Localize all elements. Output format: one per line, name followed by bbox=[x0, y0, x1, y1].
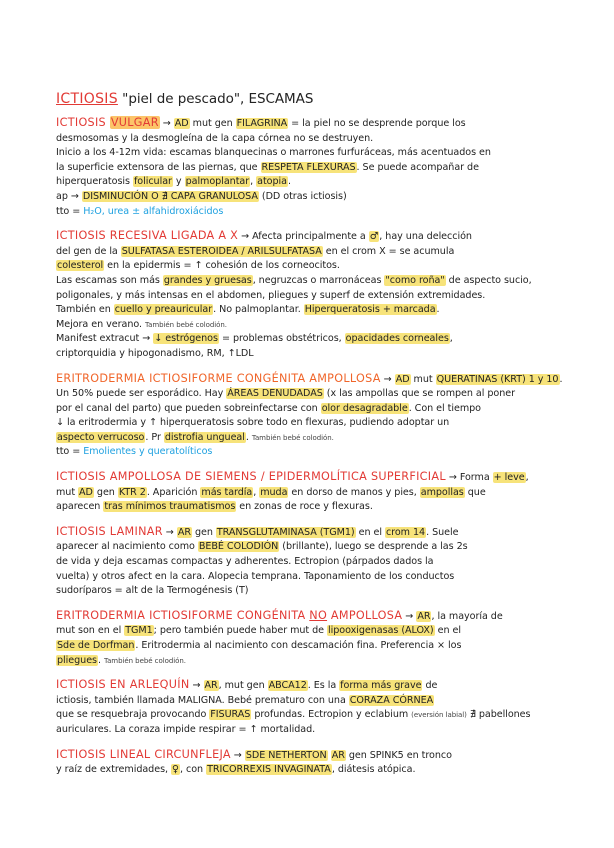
text-fragment: TRANSGLUTAMINASA (TGM1) bbox=[216, 526, 355, 538]
text-line bbox=[56, 318, 586, 333]
text-fragment: También bebé colodión. bbox=[145, 320, 227, 329]
text-fragment: gen bbox=[93, 486, 118, 498]
text-fragment: = la piel no se desprende porque los bbox=[288, 118, 466, 129]
text-fragment: lipooxigenasas (ALOX) bbox=[328, 625, 434, 637]
text-line bbox=[56, 205, 586, 220]
text-fragment: (eversión labial) bbox=[411, 711, 467, 720]
text-fragment: mut son en el bbox=[56, 625, 125, 637]
text-line: desmosomas y la desmogleína de la capa córnea no se destruyen. bbox=[56, 132, 374, 144]
text-line bbox=[56, 161, 586, 176]
text-fragment: También bebé colodión. bbox=[251, 433, 334, 442]
text-line bbox=[56, 229, 586, 245]
section-arlequin bbox=[56, 678, 586, 737]
text-fragment: , negruzcas o marronáceas bbox=[252, 274, 385, 286]
text-fragment: AR bbox=[177, 526, 191, 538]
text-fragment: . bbox=[559, 373, 563, 385]
text-fragment: ∄ pabellones bbox=[469, 709, 531, 721]
text-fragment: aparecer al nacimiento como bbox=[56, 541, 198, 553]
text-fragment: de bbox=[422, 680, 438, 692]
text-fragment: → Forma bbox=[445, 472, 493, 484]
eritro-ampollosa-heading: ERITRODERMIA ICTIOSIFORME CONGÉNITA AMPOLLOSA bbox=[56, 371, 381, 385]
text-fragment: en el crom X = se acumula bbox=[322, 245, 455, 257]
text-fragment: AR bbox=[331, 749, 345, 761]
text-line: poligonales, y más intensas en el abdomen, pliegues y superf de extensión extremidades. bbox=[56, 289, 486, 301]
text-fragment: . Con el tiempo bbox=[408, 402, 481, 414]
text-fragment: → bbox=[159, 118, 174, 129]
text-fragment: AMPOLLOSA bbox=[327, 608, 403, 622]
text-line bbox=[56, 500, 586, 515]
text-fragment: , con bbox=[180, 764, 207, 776]
text-fragment: olor desagradable bbox=[321, 402, 408, 414]
section-vulgar bbox=[56, 116, 586, 219]
text-fragment: FILAGRINA bbox=[236, 118, 288, 129]
text-fragment: SULFATASA ESTEROIDEA / ARILSULFATASA bbox=[121, 245, 322, 257]
text-fragment: la superficie extensora de las piernas, que bbox=[56, 161, 261, 173]
text-fragment: . bbox=[98, 654, 104, 666]
text-fragment: que se resquebraja provocando bbox=[56, 709, 210, 721]
section-siemens bbox=[56, 470, 586, 515]
text-fragment: profundas. Ectropion y eclabium bbox=[251, 709, 412, 721]
text-fragment: ♀ bbox=[172, 764, 180, 776]
text-fragment: . Aparición bbox=[146, 486, 201, 498]
siemens-heading: ICTIOSIS AMPOLLOSA DE SIEMENS / EPIDERMOLÍTICA SUPERFICIAL bbox=[56, 470, 446, 484]
text-line bbox=[56, 763, 586, 778]
text-fragment: → bbox=[230, 749, 245, 761]
title-main: ICTIOSIS bbox=[56, 91, 118, 107]
text-fragment: DISMINUCIÓN O ∄ CAPA GRANULOSA bbox=[82, 190, 258, 202]
text-fragment: ap → bbox=[56, 190, 82, 202]
text-line: sudoríparos = alt de la Termogénesis (T) bbox=[56, 585, 249, 597]
text-fragment: (brillante), luego se desprende a las 2s bbox=[279, 541, 468, 553]
text-fragment: ICTIOSIS bbox=[56, 116, 110, 129]
text-fragment: AD bbox=[174, 118, 189, 129]
text-line bbox=[56, 372, 586, 388]
text-line: de vida y deja escamas compactas y adherentes. Ectropion (párpados dados la bbox=[56, 556, 434, 568]
text-fragment: BEBÉ COLODIÓN bbox=[198, 541, 279, 553]
text-fragment: → bbox=[402, 610, 417, 622]
text-fragment: . Pr bbox=[145, 431, 164, 443]
text-fragment: atopia bbox=[257, 176, 287, 188]
text-line bbox=[56, 402, 586, 417]
text-fragment: VULGAR bbox=[110, 116, 159, 129]
text-line bbox=[56, 540, 586, 555]
text-fragment: , hay una delección bbox=[379, 231, 472, 243]
text-fragment: También bebé colodión. bbox=[104, 656, 186, 665]
text-fragment: NO bbox=[309, 608, 328, 622]
text-line bbox=[56, 245, 586, 260]
text-fragment: . Es la bbox=[307, 680, 340, 692]
text-fragment: que bbox=[464, 486, 486, 498]
text-fragment: AD bbox=[79, 486, 93, 498]
text-fragment: H₂O, urea ± alfahidroxiácidos bbox=[83, 205, 224, 217]
page-title bbox=[56, 88, 586, 110]
text-fragment: gen bbox=[191, 526, 216, 538]
laminar-heading: ICTIOSIS LAMINAR bbox=[56, 524, 163, 538]
text-fragment: grandes y gruesas bbox=[163, 274, 252, 286]
text-fragment: TRICORREXIS INVAGINATA bbox=[207, 764, 331, 776]
text-fragment: en dorso de manos y pies, bbox=[288, 486, 420, 498]
text-fragment: . No palmoplantar. bbox=[213, 304, 304, 316]
text-fragment: en el bbox=[434, 625, 461, 637]
recesiva-heading: ICTIOSIS RECESIVA LIGADA A X bbox=[56, 229, 239, 243]
text-fragment: colesterol bbox=[57, 260, 104, 272]
text-fragment: ÁREAS DENUDADAS bbox=[227, 388, 323, 400]
text-fragment: palmoplantar bbox=[185, 176, 250, 188]
text-fragment: Hiperqueratosis + marcada bbox=[304, 304, 436, 316]
title-rest: "piel de pescado", ESCAMAS bbox=[122, 91, 314, 107]
text-fragment: ↓ estrógenos bbox=[154, 333, 218, 345]
text-line bbox=[56, 486, 586, 501]
text-fragment: en la epidermis = ↑ cohesión de los corneocitos. bbox=[104, 260, 340, 272]
text-line bbox=[56, 609, 586, 625]
text-line: ↓ la eritrodermia y ↑ hiperqueratosis sobre todo en flexuras, pudiendo adoptar un bbox=[56, 417, 450, 429]
text-line bbox=[56, 445, 586, 460]
arlequin-heading: ICTIOSIS EN ARLEQUÍN bbox=[56, 678, 190, 692]
text-fragment: → Afecta principalmente a bbox=[238, 231, 369, 243]
text-line bbox=[56, 748, 586, 764]
text-fragment: , mut gen bbox=[218, 680, 268, 692]
text-fragment: (x las ampollas que se rompen al poner bbox=[323, 388, 515, 400]
text-line: criptorquidia y hipogonadismo, RM, ↑LDL bbox=[56, 347, 254, 359]
text-fragment: AR bbox=[417, 610, 431, 622]
text-fragment: , la mayoría de bbox=[431, 610, 503, 622]
text-line bbox=[56, 190, 586, 205]
section-eritro-ampollosa bbox=[56, 372, 586, 461]
text-fragment: Manifest extracut → bbox=[56, 333, 154, 345]
section-lineal bbox=[56, 748, 586, 778]
text-fragment: en el bbox=[355, 526, 385, 538]
text-line bbox=[56, 654, 586, 669]
text-fragment: tto = bbox=[56, 205, 84, 217]
text-fragment: y raíz de extremidades, bbox=[56, 764, 172, 776]
text-fragment: AR bbox=[204, 680, 218, 692]
text-fragment: , bbox=[449, 333, 453, 345]
text-line: auriculares. La coraza impide respirar = ↑ mortalidad. bbox=[56, 723, 316, 735]
text-fragment: KTR 2 bbox=[118, 486, 146, 498]
lineal-heading: ICTIOSIS LINEAL CIRCUNFLEJA bbox=[56, 747, 231, 761]
text-fragment: forma más grave bbox=[340, 680, 422, 692]
text-fragment: mut bbox=[56, 486, 79, 498]
text-fragment: y bbox=[172, 176, 185, 188]
text-fragment: ampollas bbox=[420, 486, 464, 498]
section-laminar bbox=[56, 525, 586, 599]
text-fragment: muda bbox=[260, 486, 288, 498]
text-fragment: . bbox=[288, 176, 291, 188]
text-fragment: del gen de la bbox=[56, 245, 121, 257]
text-fragment: en zonas de roce y flexuras. bbox=[236, 501, 373, 513]
text-fragment: crom 14 bbox=[385, 526, 426, 538]
text-line bbox=[56, 259, 586, 274]
text-line: vuelta) y otros afect en la cara. Alopecia temprana. Taponamiento de los conductos bbox=[56, 570, 455, 582]
text-fragment: ERITRODERMIA ICTIOSIFORME CONGÉNITA bbox=[56, 608, 310, 622]
text-fragment: QUERATINAS (KRT) 1 y 10 bbox=[436, 373, 559, 385]
text-fragment: ictiosis, también llamada MALIGNA. Bebé prematuro con una bbox=[56, 694, 349, 706]
text-fragment: Las escamas son más bbox=[56, 274, 163, 286]
text-fragment: , bbox=[253, 486, 260, 498]
text-line bbox=[56, 525, 586, 541]
text-fragment: → bbox=[380, 373, 395, 385]
text-fragment: , bbox=[525, 472, 529, 484]
text-line bbox=[56, 708, 586, 723]
text-fragment: Emolientes y queratolíticos bbox=[83, 446, 213, 458]
text-fragment: → bbox=[162, 526, 177, 538]
text-line bbox=[56, 624, 586, 639]
text-fragment: distrofia ungueal bbox=[164, 431, 245, 443]
text-line bbox=[56, 678, 586, 694]
text-fragment: FISURAS bbox=[210, 709, 251, 721]
text-fragment: = problemas obstétricos, bbox=[218, 333, 345, 345]
text-fragment: mut bbox=[410, 373, 436, 385]
text-fragment: Sde de Dorfman bbox=[57, 640, 135, 651]
text-fragment: → bbox=[189, 680, 204, 692]
text-fragment: También en bbox=[56, 304, 114, 316]
text-fragment: de aspecto sucio, bbox=[445, 274, 532, 286]
text-line bbox=[56, 694, 586, 709]
text-fragment: . bbox=[245, 431, 252, 443]
text-fragment: aspecto verrucoso bbox=[57, 431, 145, 443]
text-line bbox=[56, 332, 586, 347]
text-line bbox=[56, 175, 586, 190]
text-fragment: más tardía bbox=[201, 486, 253, 498]
text-fragment: , diátesis atópica. bbox=[331, 764, 416, 776]
text-fragment: por el canal del parto) que pueden sobreinfectarse con bbox=[56, 402, 321, 414]
text-fragment: ♂ bbox=[369, 231, 379, 243]
text-line bbox=[56, 431, 586, 446]
text-fragment: tto = bbox=[56, 446, 84, 458]
text-fragment: . Eritrodermia al nacimiento con descamación fina. Preferencia × los bbox=[135, 640, 462, 651]
vulgar-heading bbox=[56, 116, 160, 129]
text-fragment: gen SPINK5 en tronco bbox=[345, 749, 452, 761]
text-line bbox=[56, 116, 586, 132]
eritro-no-heading bbox=[56, 609, 402, 622]
text-fragment: hiperqueratosis bbox=[56, 176, 133, 188]
text-line bbox=[56, 303, 586, 318]
text-fragment: , bbox=[250, 176, 257, 188]
text-fragment: . Se puede acompañar de bbox=[356, 161, 479, 173]
text-fragment: ABCA12 bbox=[268, 680, 307, 692]
text-line bbox=[56, 387, 586, 402]
text-line: Inicio a los 4-12m vida: escamas blanquecinas o marrones furfuráceas, más acentuados en bbox=[56, 147, 491, 159]
text-fragment: TGM1 bbox=[125, 625, 153, 637]
text-fragment: . bbox=[436, 304, 440, 316]
text-fragment: aparecen bbox=[56, 501, 104, 513]
text-fragment: Un 50% puede ser esporádico. Hay bbox=[56, 388, 227, 400]
section-recesiva bbox=[56, 229, 586, 361]
text-fragment: . Suele bbox=[426, 526, 459, 538]
text-line bbox=[56, 639, 586, 654]
text-line bbox=[56, 274, 586, 289]
text-fragment: folicular bbox=[133, 176, 172, 188]
text-fragment: + leve bbox=[493, 472, 525, 484]
text-fragment: tras mínimos traumatismos bbox=[104, 501, 236, 513]
text-fragment: CORAZA CÓRNEA bbox=[349, 694, 434, 706]
text-fragment: "como roña" bbox=[385, 274, 445, 286]
text-fragment: cuello y preauricular bbox=[114, 304, 213, 316]
text-fragment: pliegues bbox=[57, 654, 97, 666]
text-fragment: AD bbox=[395, 373, 410, 385]
text-fragment: ; pero también puede haber mut de bbox=[153, 625, 328, 637]
section-eritro-no-ampollosa bbox=[56, 609, 586, 668]
text-fragment: RESPETA FLEXURAS bbox=[261, 161, 356, 173]
text-fragment: mut gen bbox=[189, 118, 236, 129]
text-line bbox=[56, 470, 586, 486]
text-fragment: opacidades corneales bbox=[345, 333, 449, 345]
text-fragment: (DD otras ictiosis) bbox=[258, 190, 347, 202]
text-fragment: Mejora en verano. bbox=[56, 318, 146, 330]
text-fragment: SDE NETHERTON bbox=[245, 749, 327, 761]
